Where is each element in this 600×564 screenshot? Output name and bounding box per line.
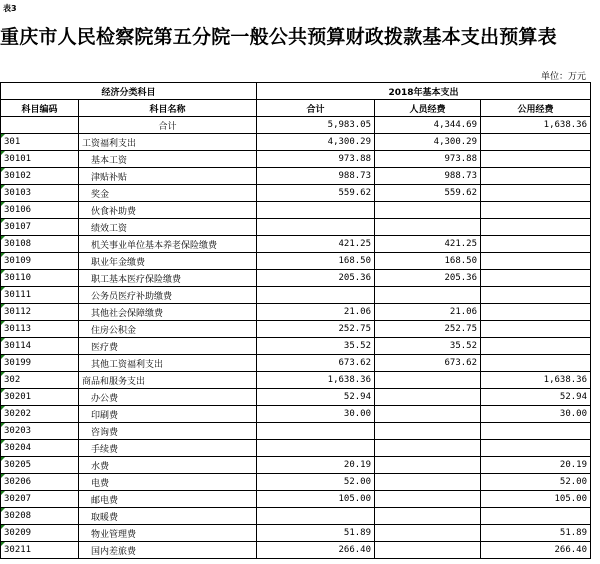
name-cell: 手续费 — [79, 440, 257, 457]
personnel-cell — [375, 440, 481, 457]
name-cell: 绩效工资 — [79, 219, 257, 236]
public-cell: 266.40 — [481, 542, 591, 559]
public-cell — [481, 423, 591, 440]
code-text: 30206 — [4, 477, 32, 487]
total-cell: 21.06 — [257, 304, 375, 321]
name-cell: 其他社会保障缴费 — [79, 304, 257, 321]
code-cell — [1, 491, 79, 508]
code-cell — [1, 457, 79, 474]
code-cell — [1, 236, 79, 253]
personnel-cell — [375, 491, 481, 508]
name-cell: 奖金 — [79, 185, 257, 202]
name-cell: 住房公积金 — [79, 321, 257, 338]
personnel-cell — [375, 457, 481, 474]
personnel-header: 人员经费 — [375, 100, 481, 117]
code-cell — [1, 168, 79, 185]
table-row — [1, 525, 591, 542]
code-cell — [1, 185, 79, 202]
cell-marker-icon — [1, 389, 5, 393]
name-header: 科目名称 — [79, 100, 257, 117]
name-cell: 咨询费 — [79, 423, 257, 440]
code-text: 30199 — [4, 358, 32, 368]
public-cell — [481, 236, 591, 253]
code-text: 302 — [4, 375, 21, 385]
header-row-2 — [1, 100, 591, 117]
code-cell — [1, 151, 79, 168]
cell-marker-icon — [1, 355, 5, 359]
personnel-cell — [375, 372, 481, 389]
cell-marker-icon — [1, 525, 5, 529]
code-text: 30102 — [4, 171, 32, 181]
code-cell — [1, 287, 79, 304]
total-cell: 252.75 — [257, 321, 375, 338]
name-cell: 国内差旅费 — [79, 542, 257, 559]
public-cell — [481, 287, 591, 304]
table-tag: 表3 — [3, 4, 17, 13]
code-text: 30103 — [4, 188, 32, 198]
cell-marker-icon — [1, 542, 5, 546]
total-cell — [257, 423, 375, 440]
cell-marker-icon — [1, 372, 5, 376]
public-cell: 1,638.36 — [481, 372, 591, 389]
public-cell: 52.94 — [481, 389, 591, 406]
total-cell: 1,638.36 — [257, 372, 375, 389]
code-cell — [1, 134, 79, 151]
public-cell — [481, 168, 591, 185]
personnel-cell: 252.75 — [375, 321, 481, 338]
table-row — [1, 168, 591, 185]
public-cell — [481, 321, 591, 338]
name-cell: 职工基本医疗保险缴费 — [79, 270, 257, 287]
name-cell: 医疗费 — [79, 338, 257, 355]
code-text: 30201 — [4, 392, 32, 402]
cell-marker-icon — [1, 406, 5, 410]
table-row — [1, 542, 591, 559]
name-cell: 邮电费 — [79, 491, 257, 508]
name-cell: 津贴补贴 — [79, 168, 257, 185]
total-cell — [257, 219, 375, 236]
code-cell — [1, 355, 79, 372]
personnel-cell: 35.52 — [375, 338, 481, 355]
code-cell — [1, 338, 79, 355]
total-cell — [257, 202, 375, 219]
year-basic-header: 2018年基本支出 — [257, 83, 591, 100]
table-row — [1, 440, 591, 457]
table-row — [1, 389, 591, 406]
total-cell: 4,300.29 — [257, 134, 375, 151]
name-cell: 电费 — [79, 474, 257, 491]
code-text: 30109 — [4, 256, 32, 266]
total-cell: 105.00 — [257, 491, 375, 508]
table-row — [1, 253, 591, 270]
table-row — [1, 457, 591, 474]
code-text: 30110 — [4, 273, 32, 283]
public-cell — [481, 338, 591, 355]
personnel-cell: 973.88 — [375, 151, 481, 168]
total-cell: 673.62 — [257, 355, 375, 372]
personnel-cell — [375, 508, 481, 525]
cell-marker-icon — [1, 287, 5, 291]
code-cell — [1, 321, 79, 338]
code-text: 30207 — [4, 494, 32, 504]
public-cell — [481, 219, 591, 236]
cell-marker-icon — [1, 236, 5, 240]
total-public-cell: 1,638.36 — [481, 117, 591, 134]
name-cell: 基本工资 — [79, 151, 257, 168]
total-cell — [257, 440, 375, 457]
code-cell — [1, 423, 79, 440]
code-text: 30111 — [4, 290, 32, 300]
public-cell — [481, 270, 591, 287]
table-row — [1, 491, 591, 508]
total-cell: 35.52 — [257, 338, 375, 355]
unit-label: 单位：万元 — [540, 72, 586, 82]
public-cell — [481, 134, 591, 151]
cell-marker-icon — [1, 151, 5, 155]
total-cell: 52.94 — [257, 389, 375, 406]
code-text: 30106 — [4, 205, 32, 215]
code-cell — [1, 253, 79, 270]
table-row — [1, 338, 591, 355]
code-text: 30203 — [4, 426, 32, 436]
public-cell: 51.89 — [481, 525, 591, 542]
cell-marker-icon — [1, 457, 5, 461]
code-header: 科目编码 — [1, 100, 79, 117]
personnel-cell: 421.25 — [375, 236, 481, 253]
code-cell — [1, 525, 79, 542]
table-row — [1, 270, 591, 287]
total-row — [1, 117, 591, 134]
table-row — [1, 423, 591, 440]
personnel-cell: 21.06 — [375, 304, 481, 321]
public-cell: 52.00 — [481, 474, 591, 491]
code-text: 30209 — [4, 528, 32, 538]
table-row — [1, 134, 591, 151]
public-cell — [481, 202, 591, 219]
code-text: 30108 — [4, 239, 32, 249]
total-code-cell — [1, 117, 79, 134]
personnel-cell — [375, 423, 481, 440]
name-cell: 商品和服务支出 — [79, 372, 257, 389]
table-row — [1, 185, 591, 202]
code-text: 30112 — [4, 307, 32, 317]
personnel-cell — [375, 406, 481, 423]
personnel-cell: 988.73 — [375, 168, 481, 185]
code-text: 30211 — [4, 545, 32, 555]
public-cell — [481, 508, 591, 525]
personnel-cell: 559.62 — [375, 185, 481, 202]
table-row — [1, 406, 591, 423]
total-cell: 20.19 — [257, 457, 375, 474]
code-cell — [1, 474, 79, 491]
personnel-cell: 673.62 — [375, 355, 481, 372]
code-text: 30101 — [4, 154, 32, 164]
table-row — [1, 304, 591, 321]
code-cell — [1, 440, 79, 457]
name-cell: 机关事业单位基本养老保险缴费 — [79, 236, 257, 253]
cell-marker-icon — [1, 440, 5, 444]
public-cell — [481, 253, 591, 270]
total-name-cell: 合计 — [79, 117, 257, 134]
personnel-cell — [375, 202, 481, 219]
table-row — [1, 508, 591, 525]
total-cell: 168.50 — [257, 253, 375, 270]
total-cell: 30.00 — [257, 406, 375, 423]
code-text: 30114 — [4, 341, 32, 351]
public-cell — [481, 151, 591, 168]
name-cell: 职业年金缴费 — [79, 253, 257, 270]
cell-marker-icon — [1, 219, 5, 223]
public-cell: 20.19 — [481, 457, 591, 474]
name-cell: 物业管理费 — [79, 525, 257, 542]
name-cell: 公务员医疗补助缴费 — [79, 287, 257, 304]
total-total-cell: 5,983.05 — [257, 117, 375, 134]
budget-table — [0, 82, 591, 559]
code-cell — [1, 270, 79, 287]
cell-marker-icon — [1, 508, 5, 512]
table-row — [1, 151, 591, 168]
total-cell: 973.88 — [257, 151, 375, 168]
code-cell — [1, 372, 79, 389]
cell-marker-icon — [1, 270, 5, 274]
total-cell: 988.73 — [257, 168, 375, 185]
personnel-cell: 205.36 — [375, 270, 481, 287]
code-cell — [1, 508, 79, 525]
total-cell: 559.62 — [257, 185, 375, 202]
code-text: 30208 — [4, 511, 32, 521]
table-row — [1, 219, 591, 236]
cell-marker-icon — [1, 321, 5, 325]
header-row-1 — [1, 83, 591, 100]
cell-marker-icon — [1, 423, 5, 427]
page-title: 重庆市人民检察院第五分院一般公共预算财政拨款基本支出预算表 — [0, 26, 557, 48]
cell-marker-icon — [1, 168, 5, 172]
code-text: 301 — [4, 137, 21, 147]
table-row — [1, 321, 591, 338]
code-cell — [1, 542, 79, 559]
total-personnel-cell: 4,344.69 — [375, 117, 481, 134]
code-text: 30204 — [4, 443, 32, 453]
total-cell: 51.89 — [257, 525, 375, 542]
name-cell: 其他工资福利支出 — [79, 355, 257, 372]
personnel-cell — [375, 389, 481, 406]
code-cell — [1, 304, 79, 321]
name-cell: 工资福利支出 — [79, 134, 257, 151]
table-row — [1, 287, 591, 304]
public-cell — [481, 440, 591, 457]
code-text: 30113 — [4, 324, 32, 334]
total-cell: 205.36 — [257, 270, 375, 287]
table-row — [1, 372, 591, 389]
personnel-cell — [375, 474, 481, 491]
cell-marker-icon — [1, 474, 5, 478]
name-cell: 印刷费 — [79, 406, 257, 423]
total-cell: 52.00 — [257, 474, 375, 491]
personnel-cell: 168.50 — [375, 253, 481, 270]
code-text: 30205 — [4, 460, 32, 470]
code-cell — [1, 202, 79, 219]
total-cell — [257, 508, 375, 525]
personnel-cell — [375, 287, 481, 304]
table-row — [1, 474, 591, 491]
econ-class-header: 经济分类科目 — [1, 83, 257, 100]
code-cell — [1, 219, 79, 236]
public-cell — [481, 304, 591, 321]
personnel-cell — [375, 542, 481, 559]
total-header: 合计 — [257, 100, 375, 117]
cell-marker-icon — [1, 491, 5, 495]
table-row — [1, 355, 591, 372]
name-cell: 取暖费 — [79, 508, 257, 525]
code-cell — [1, 406, 79, 423]
public-header: 公用经费 — [481, 100, 591, 117]
table-row — [1, 236, 591, 253]
name-cell: 水费 — [79, 457, 257, 474]
cell-marker-icon — [1, 304, 5, 308]
personnel-cell: 4,300.29 — [375, 134, 481, 151]
public-cell: 105.00 — [481, 491, 591, 508]
cell-marker-icon — [1, 253, 5, 257]
personnel-cell — [375, 219, 481, 236]
name-cell: 办公费 — [79, 389, 257, 406]
public-cell: 30.00 — [481, 406, 591, 423]
code-text: 30202 — [4, 409, 32, 419]
cell-marker-icon — [1, 338, 5, 342]
public-cell — [481, 355, 591, 372]
code-text: 30107 — [4, 222, 32, 232]
cell-marker-icon — [1, 185, 5, 189]
total-cell: 266.40 — [257, 542, 375, 559]
personnel-cell — [375, 525, 481, 542]
cell-marker-icon — [1, 134, 5, 138]
public-cell — [481, 185, 591, 202]
name-cell: 伙食补助费 — [79, 202, 257, 219]
total-cell: 421.25 — [257, 236, 375, 253]
code-cell — [1, 389, 79, 406]
cell-marker-icon — [1, 202, 5, 206]
total-cell — [257, 287, 375, 304]
table-row — [1, 202, 591, 219]
